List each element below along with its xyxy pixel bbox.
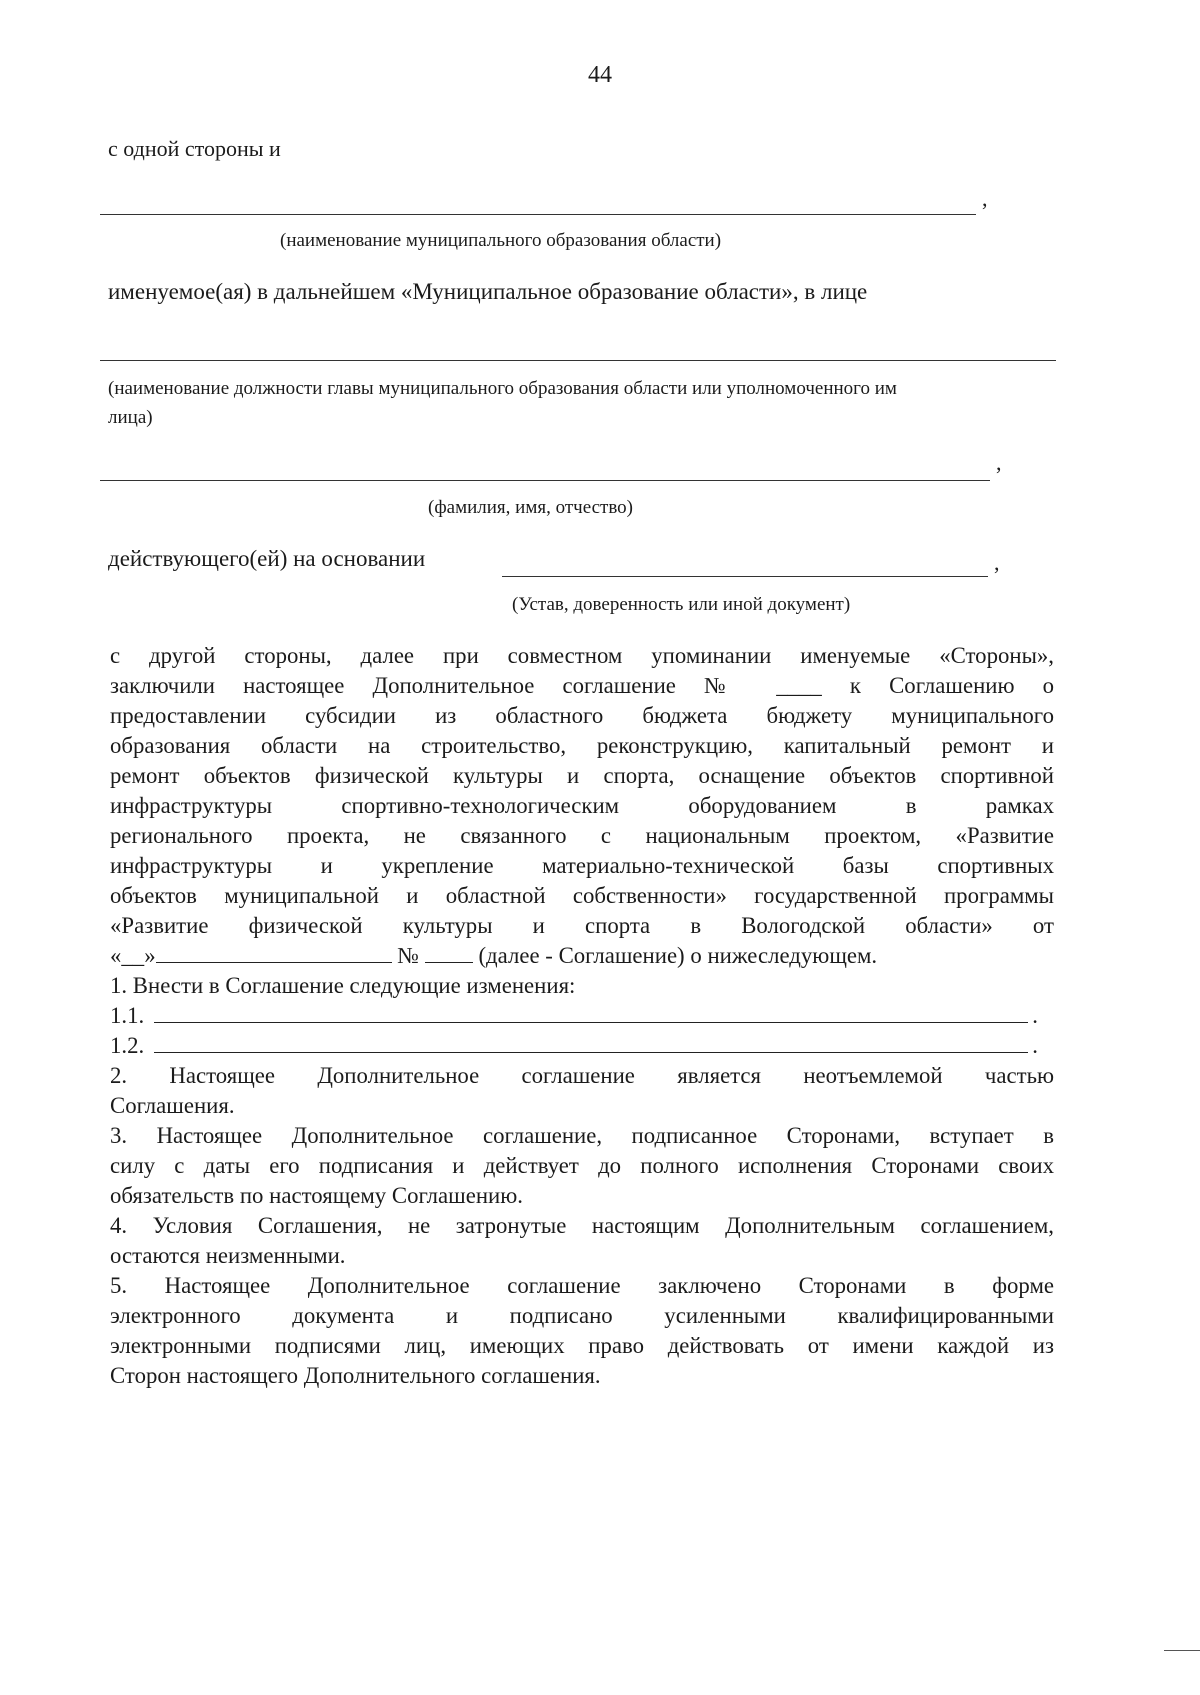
item-1-1-blank — [154, 1006, 1028, 1023]
date-number-line — [110, 941, 1054, 971]
item-1-1-label: 1.1. — [110, 1003, 145, 1028]
caption-fio: (фамилия, имя, отчество) — [428, 497, 634, 518]
period: . — [1032, 1033, 1038, 1058]
item-5-line: электронного документа и подписано усиленными квалифицированными — [110, 1303, 1054, 1328]
item-3-line: силу с даты его подписания и действует до полного исполнения Сторонами своих — [110, 1153, 1054, 1178]
item-4-line: остаются неизменными. — [110, 1243, 346, 1268]
basis-doc-blank-line — [502, 576, 988, 577]
paragraph-line: заключили настоящее Дополнительное соглашение № ____ к Соглашению о — [110, 673, 1054, 698]
comma: , — [982, 186, 988, 211]
caption-position-line1: (наименование должности главы муниципального образования области или уполномоченного им — [108, 378, 897, 399]
date-line-tail: (далее - Соглашение) о нижеследующем. — [478, 943, 878, 968]
date-blank — [156, 944, 392, 963]
named-as-text: именуемое(ая) в дальнейшем «Муниципальное образование области», в лице — [108, 279, 868, 304]
page-number: 44 — [588, 62, 612, 88]
period: . — [1032, 1003, 1038, 1028]
number-sign: № — [397, 943, 420, 968]
date-quote: «__» — [110, 943, 156, 968]
item-1-2-row — [110, 1031, 1038, 1061]
item-4-line: 4. Условия Соглашения, не затронутые настоящим Дополнительным соглашением, — [110, 1213, 1054, 1238]
item-2-line: 2. Настоящее Дополнительное соглашение является неотъемлемой частью — [110, 1063, 1054, 1088]
comma: , — [996, 450, 1002, 475]
caption-position-line2: лица) — [108, 407, 153, 428]
comma: , — [994, 550, 1000, 575]
item-1-1-row — [110, 1001, 1038, 1031]
caption-municipality: (наименование муниципального образования области) — [280, 230, 722, 251]
paragraph-line: инфраструктуры спортивно-технологическим оборудованием в рамках — [110, 793, 1054, 818]
paragraph-line: инфраструктуры и укрепление материально-технической базы спортивных — [110, 853, 1054, 878]
item-2-line: Соглашения. — [110, 1093, 235, 1118]
acting-on-basis-text: действующего(ей) на основании — [108, 546, 426, 571]
item-5-line: Сторон настоящего Дополнительного соглашения. — [110, 1363, 601, 1388]
paragraph-line: регионального проекта, не связанного с национальным проектом, «Развитие — [110, 823, 1054, 848]
caption-basis-doc: (Устав, доверенность или иной документ) — [512, 594, 851, 615]
number-blank — [425, 944, 473, 963]
fio-blank-line — [100, 480, 990, 481]
main-paragraph — [110, 641, 1054, 1391]
opening-text: с одной стороны и — [108, 136, 281, 161]
item-5-line: электронными подписями лиц, имеющих право действовать от имени каждой из — [110, 1333, 1054, 1358]
item-1-2-blank — [154, 1036, 1028, 1053]
item-1-2-label: 1.2. — [110, 1033, 145, 1058]
paragraph-line: «Развитие физической культуры и спорта в Вологодской области» от — [110, 913, 1054, 938]
municipality-blank-line — [100, 214, 976, 215]
item-3-line: 3. Настоящее Дополнительное соглашение, подписанное Сторонами, вступает в — [110, 1123, 1054, 1148]
scan-edge-mark — [1164, 1650, 1200, 1651]
paragraph-line: образования области на строительство, реконструкцию, капитальный ремонт и — [110, 733, 1054, 758]
item-1: 1. Внести в Соглашение следующие изменения: — [110, 973, 576, 998]
paragraph-line: объектов муниципальной и областной собственности» государственной программы — [110, 883, 1054, 908]
item-5-line: 5. Настоящее Дополнительное соглашение заключено Сторонами в форме — [110, 1273, 1054, 1298]
position-blank-line — [100, 360, 1056, 361]
paragraph-line: с другой стороны, далее при совместном упоминании именуемые «Стороны», — [110, 643, 1054, 668]
item-3-line: обязательств по настоящему Соглашению. — [110, 1183, 523, 1208]
paragraph-line: ремонт объектов физической культуры и спорта, оснащение объектов спортивной — [110, 763, 1054, 788]
paragraph-line: предоставлении субсидии из областного бюджета бюджету муниципального — [110, 703, 1054, 728]
